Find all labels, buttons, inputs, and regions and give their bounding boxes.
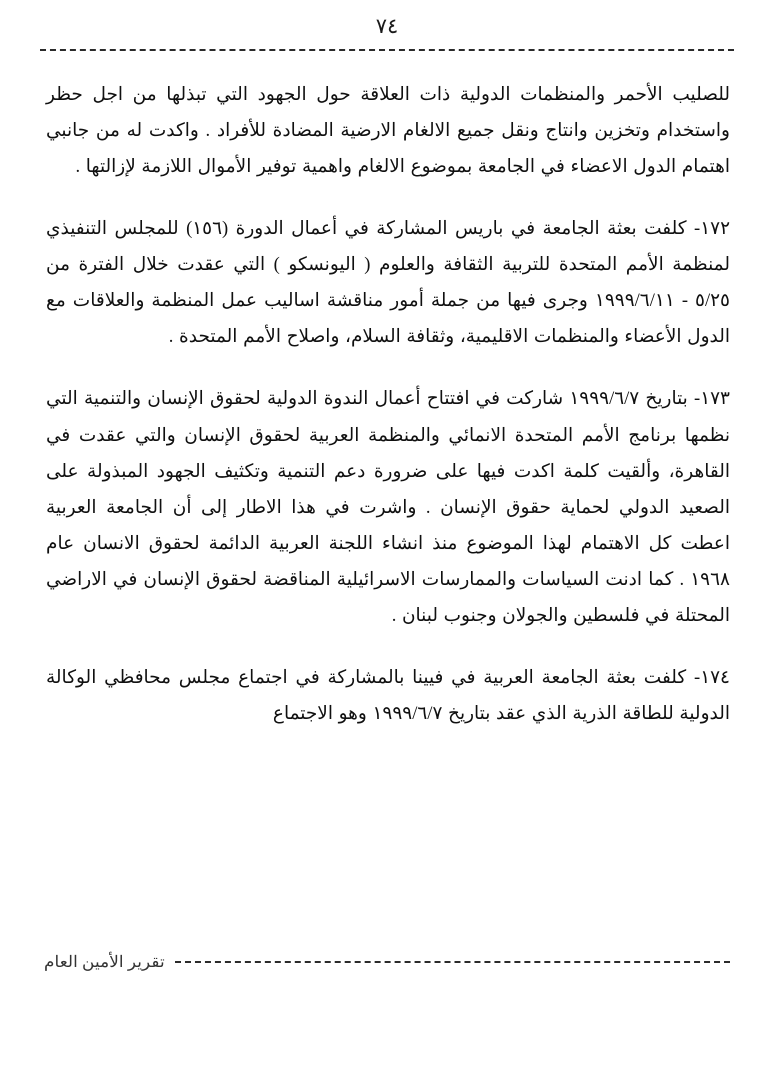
paragraph-text: للصليب الأحمر والمنظمات الدولية ذات العلاقة حول الجهود التي تبذلها من اجل حظر واستخدام وتخزين وانتاج ونقل جميع الالغام الارضية المضادة للأفراد . واكدت له من جانبي اهتمام الدول الاعضاء في الجامعة بموضوع الالغام واهمية توفير الأموال اللازمة لإزالتها . bbox=[46, 85, 730, 178]
paragraph-number: ١٧٢- bbox=[694, 219, 731, 240]
paragraph-173 bbox=[46, 381, 730, 633]
paragraph-172 bbox=[46, 211, 730, 355]
page-content bbox=[0, 51, 774, 732]
page-number: ٧٤ bbox=[375, 14, 399, 38]
footer-signature: تقرير الأمين العام bbox=[44, 952, 165, 971]
paragraph-text: كلفت بعثة الجامعة في باريس المشاركة في أعمال الدورة (١٥٦) للمجلس التنفيذي لمنظمة الأمم المتحدة للتربية الثقافة والعلوم ( اليونسكو ) التي عقدت خلال الفترة من ٥/٢٥ - ١٩٩٩/٦/١١ وجرى فيها من جملة أمور مناقشة اساليب عمل المنظمة والعلاقات مع الدول الأعضاء والمنظمات الاقليمية، وثقافة السلام، واصلاح الأمم المتحدة . bbox=[46, 219, 730, 348]
footer bbox=[0, 952, 774, 972]
paragraph-number: ١٧٤- bbox=[694, 667, 730, 688]
paragraph-text: بتاريخ ١٩٩٩/٦/٧ شاركت في افتتاح أعمال الندوة الدولية لحقوق الإنسان والتنمية التي نظمها برنامج الأمم المتحدة الانمائي والمنظمة العربية لحقوق الإنسان والتي عقدت في القاهرة، وألقيت كلمة اكدت فيها على ضرورة دعم التنمية وتكثيف الجهود المبذولة على الصعيد الدولي لحماية حقوق الإنسان . واشرت في هذا الاطار إلى أن الجامعة العربية اعطت كل الاهتمام لهذا الموضوع منذ انشاء اللجنة العربية الدائمة لحقوق الانسان عام ١٩٦٨ . كما ادنت السياسات والممارسات الاسرائيلية المناقضة لحقوق الإنسان في الاراضي المحتلة في فلسطين والجولان وجنوب لبنان . bbox=[46, 389, 730, 626]
paragraph-text: كلفت بعثة الجامعة العربية في فيينا بالمشاركة في اجتماع مجلس محافظي الوكالة الدولية للطاقة الذرية الذي عقد بتاريخ ١٩٩٩/٦/٧ وهو الاجتماع bbox=[46, 667, 730, 724]
footer-divider-left bbox=[175, 961, 730, 963]
paragraph-174 bbox=[46, 660, 730, 732]
paragraph-number: ١٧٣- bbox=[694, 389, 730, 410]
paragraph-intro bbox=[46, 77, 730, 185]
